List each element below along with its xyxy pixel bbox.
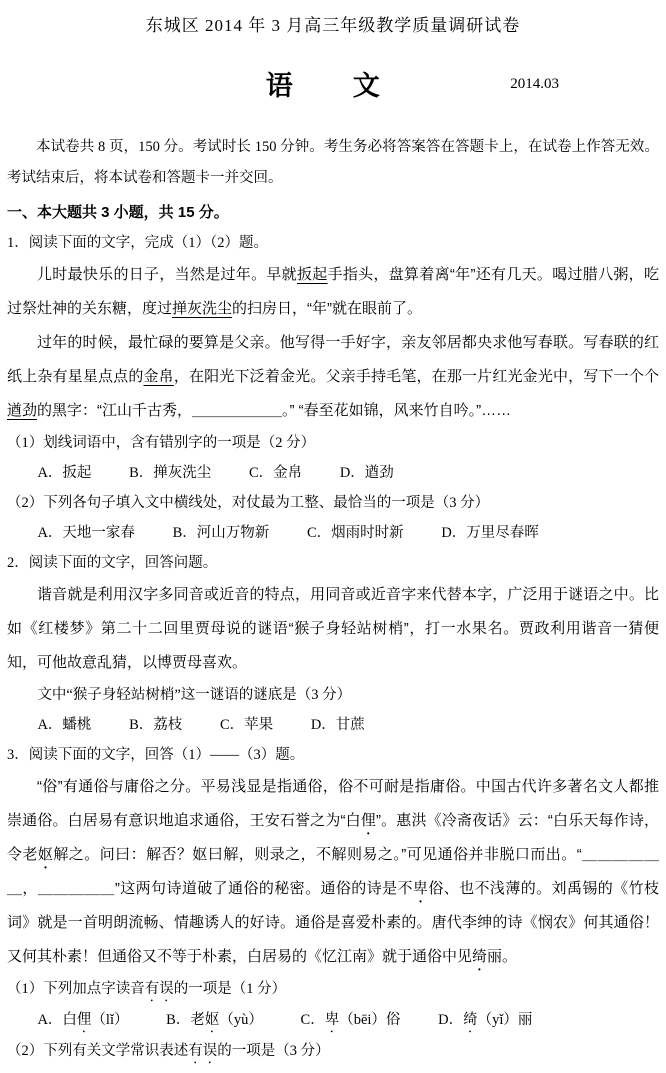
text-segment: “俗”有通俗与庸俗之分。平易浅显是指通俗，俗不可耐是指庸俗。中国古代许多著名文人都推崇通俗。白居易有意识地追求通俗，王安石誉之为“白 — [7, 778, 659, 829]
emphasized-char: 妪 — [204, 1012, 220, 1028]
underlined-term: 掸灰洗尘 — [172, 300, 233, 317]
emphasized-char: 俚 — [76, 1012, 92, 1028]
underlined-term: 遒劲 — [7, 402, 38, 419]
emphasized-char: 俚 — [360, 812, 376, 829]
subject-name: 语 文 — [265, 71, 382, 101]
text-segment: 过年的时候，最忙碌的要算是父亲。他写得一手好字，亲友邻居都央求他写春联。写春联的红纸上杂有星星点点的 — [7, 334, 659, 385]
text-segment: 俗、也不浅薄的。刘禹锡的《竹枝词》就是一首明朗流畅、情趣诱人的好诗。通俗是喜爱朴素的。唐代李绅的诗《悯农》何其通俗！又何其朴素！但通俗又不等于朴素，白居易的《忆江南》就于通俗中见 — [7, 880, 659, 965]
option-b — [166, 1005, 263, 1036]
option-d: D．甘蔗 — [310, 717, 365, 733]
question-3-passage — [7, 770, 659, 974]
question-1-passage-para-1 — [7, 258, 659, 326]
option-b: B．掸灰洗尘 — [129, 465, 212, 481]
emphasized-char: 绮 — [472, 948, 488, 965]
question-1-passage-para-2 — [7, 326, 659, 428]
option-a — [37, 1005, 128, 1036]
emphasized-char: 绮 — [463, 1012, 478, 1028]
question-2-passage: 谐音就是利用汉字多同音或近音的特点，用同音或近音字来代替本字，广泛用于谜语之中。比如《红楼梦》第二十二回里贾母说的谜语“猴子身轻站树梢”，打一水果名。贾政利用谐音一猜便知，可他故意乱猜，以博贾母喜欢。 — [7, 586, 659, 671]
option-c: C．烟雨时时新 — [306, 525, 404, 541]
question-3-stem: 3．阅读下面的文字，回答（1）——（3）题。 — [7, 747, 305, 763]
text-segment: ，在阳光下泛着金光。父亲手持毛笔，在那一片红光金光中，写下一个个 — [173, 368, 659, 385]
option-a: A．天地一家春 — [37, 525, 135, 541]
emphasized-char: 妪 — [37, 846, 54, 863]
pinyin-annotation: （lǐ） — [91, 1012, 129, 1028]
text-segment: D． — [438, 1012, 464, 1028]
exam-instructions: 本试卷共 8 页，150 分。考试时长 150 分钟。考生务必将答案答在答题卡上，在试卷上作答无效。考试结束后，将本试卷和答题卡一并交回。 — [7, 139, 659, 186]
emphasized-char: 卑 — [324, 1012, 340, 1028]
text-segment: 丽。 — [487, 948, 518, 965]
text-segment: A．白 — [37, 1012, 77, 1028]
underlined-term: 扳起 — [296, 266, 328, 283]
question-3-1-options — [7, 1005, 659, 1036]
question-2-question: 文中“猴子身轻站树梢”这一谜语的谜底是（3 分） — [37, 687, 352, 703]
option-d: D．遒劲 — [339, 465, 394, 481]
option-c: C．苹果 — [219, 717, 274, 733]
subject-row — [7, 58, 659, 116]
text-segment: （1）下列加点字读音 — [7, 981, 145, 997]
text-segment: B．老 — [166, 1012, 205, 1028]
text-segment: 儿时最快乐的日子，当然是过年。早就 — [37, 266, 297, 283]
exam-date: 2014.03 — [510, 76, 559, 92]
pinyin-annotation: （bēi）俗 — [339, 1012, 401, 1028]
option-d — [438, 1005, 532, 1036]
question-1-2-stem: （2）下列各句子填入文中横线处，对仗最为工整、最恰当的一项是（3 分） — [7, 495, 490, 511]
question-2-options — [7, 710, 659, 740]
underlined-term: 金帛 — [143, 368, 174, 385]
question-3-1-stem — [7, 974, 659, 1005]
option-c: C．金帛 — [248, 465, 303, 481]
text-segment: C． — [300, 1012, 325, 1028]
emphasized-word: 有误 — [188, 1043, 218, 1059]
text-segment: （2）下列有关文学常识表述 — [7, 1043, 189, 1059]
text-segment: 的扫房日，“年”就在眼前了。 — [232, 300, 423, 317]
option-a: A．蟠桃 — [37, 717, 92, 733]
option-c — [301, 1005, 401, 1036]
text-segment: 的黑字：“江山千古秀，＿＿＿＿＿＿。” “春至花如锦，风来竹自吟。”…… — [37, 402, 512, 419]
emphasized-word: 有误 — [144, 981, 174, 997]
text-segment: 解之。问曰：解否？妪曰解，则录之，不解则易之。”可见通俗并非脱口而出。“＿＿＿＿＿＿，＿＿＿＿＿”这两句诗道破了通俗的秘密。通俗的诗是不 — [7, 846, 659, 897]
text-segment: 的一项是（1 分） — [173, 981, 287, 997]
text-segment: 手指头，盘算着离“年”还有几天。喝过腊八粥，吃过祭灶神的关东糖，度过 — [7, 266, 659, 317]
option-b: B．荔枝 — [129, 717, 183, 733]
option-d: D．万里尽春晖 — [441, 525, 539, 541]
option-a: A．扳起 — [37, 465, 92, 481]
text-segment: ”。惠洪《冷斋夜话》云：“白乐天每作诗，令老 — [7, 812, 659, 863]
section-1-heading: 一、本大题共 3 小题，共 15 分。 — [7, 204, 229, 221]
option-b: B．河山万物新 — [172, 525, 270, 541]
question-1-stem: 1．阅读下面的文字，完成（1）（2）题。 — [7, 235, 268, 251]
question-1-1-options — [7, 458, 659, 488]
pinyin-annotation: （yǐ）丽 — [477, 1012, 533, 1028]
emphasized-char: 卑 — [412, 880, 429, 897]
question-2-stem: 2．阅读下面的文字，回答问题。 — [7, 555, 218, 571]
question-1-1-stem: （1）划线词语中，含有错别字的一项是（2 分） — [7, 435, 316, 451]
exam-title: 东城区 2014 年 3 月高三年级教学质量调研试卷 — [145, 16, 521, 35]
text-segment: 的一项是（3 分） — [217, 1043, 330, 1059]
question-1-2-options — [7, 518, 659, 548]
question-3-2-stem — [7, 1036, 659, 1067]
pinyin-annotation: （yù） — [219, 1012, 263, 1028]
